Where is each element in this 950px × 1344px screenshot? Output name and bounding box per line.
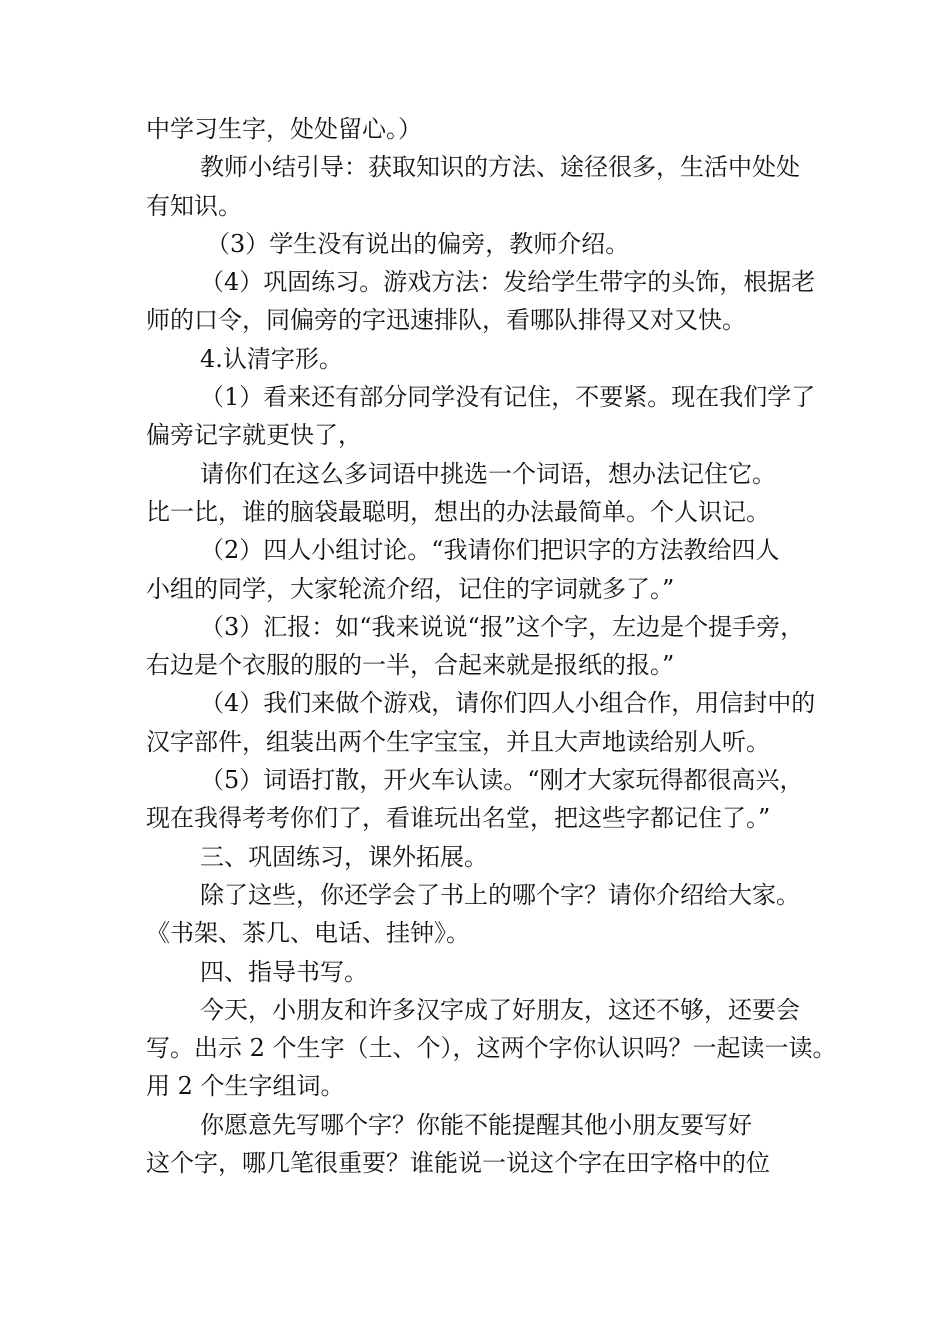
text-line: （1）看来还有部分同学没有记住，不要紧。现在我们学了 bbox=[200, 383, 816, 412]
text-line: 除了这些，你还学会了书上的哪个字？请你介绍给大家。 bbox=[200, 880, 800, 909]
text-line: （3）汇报：如“我来说说“报”这个字，左边是个提手旁， bbox=[200, 612, 805, 641]
text-line: 4.认清字形。 bbox=[200, 344, 343, 373]
text-line: 写。出示 2 个生字（土、个），这两个字你认识吗？一起读一读。 bbox=[146, 1034, 837, 1063]
text-line: 现在我得考考你们了，看谁玩出名堂，把这些字都记住了。” bbox=[146, 804, 771, 833]
text-line: 小组的同学，大家轮流介绍，记住的字词就多了。” bbox=[146, 574, 675, 603]
text-line: 你愿意先写哪个字？你能不能提醒其他小朋友要写好 bbox=[200, 1110, 752, 1139]
text-line: （3）学生没有说出的偏旁，教师介绍。 bbox=[206, 229, 630, 258]
text-line: 右边是个衣服的服的一半，合起来就是报纸的报。” bbox=[146, 651, 675, 680]
text-line: （4）巩固练习。游戏方法：发给学生带字的头饰，根据老 bbox=[200, 268, 816, 297]
text-line: （5）词语打散，开火车认读。“刚才大家玩得都很高兴， bbox=[200, 766, 804, 795]
text-line: 这个字，哪几笔很重要？谁能说一说这个字在田字格中的位 bbox=[146, 1149, 770, 1178]
text-line: 四、指导书写。 bbox=[200, 957, 368, 986]
text-line: 《书架、茶几、电话、挂钟》。 bbox=[146, 919, 470, 948]
text-line: 三、巩固练习，课外拓展。 bbox=[200, 842, 488, 871]
text-line: 偏旁记字就更快了， bbox=[146, 421, 362, 450]
text-line: 教师小结引导：获取知识的方法、途径很多，生活中处处 bbox=[200, 153, 800, 182]
text-line: 师的口令，同偏旁的字迅速排队，看哪队排得又对又快。 bbox=[146, 306, 746, 335]
text-line: （4）我们来做个游戏，请你们四人小组合作，用信封中的 bbox=[200, 689, 816, 718]
text-line: 汉字部件，组装出两个生字宝宝，并且大声地读给别人听。 bbox=[146, 727, 770, 756]
text-line: （2）四人小组讨论。“我请你们把识字的方法教给四人 bbox=[200, 536, 780, 565]
text-line: 今天，小朋友和许多汉字成了好朋友，这还不够，还要会 bbox=[200, 995, 800, 1024]
text-line: 请你们在这么多词语中挑选一个词语，想办法记住它。 bbox=[200, 459, 776, 488]
text-line: 中学习生字，处处留心。） bbox=[146, 115, 422, 143]
document-body bbox=[146, 110, 837, 1182]
text-line: 有知识。 bbox=[146, 191, 242, 220]
text-line: 用 2 个生字组词。 bbox=[146, 1072, 345, 1101]
text-line: 比一比，谁的脑袋最聪明，想出的办法最简单。个人识记。 bbox=[146, 497, 770, 526]
